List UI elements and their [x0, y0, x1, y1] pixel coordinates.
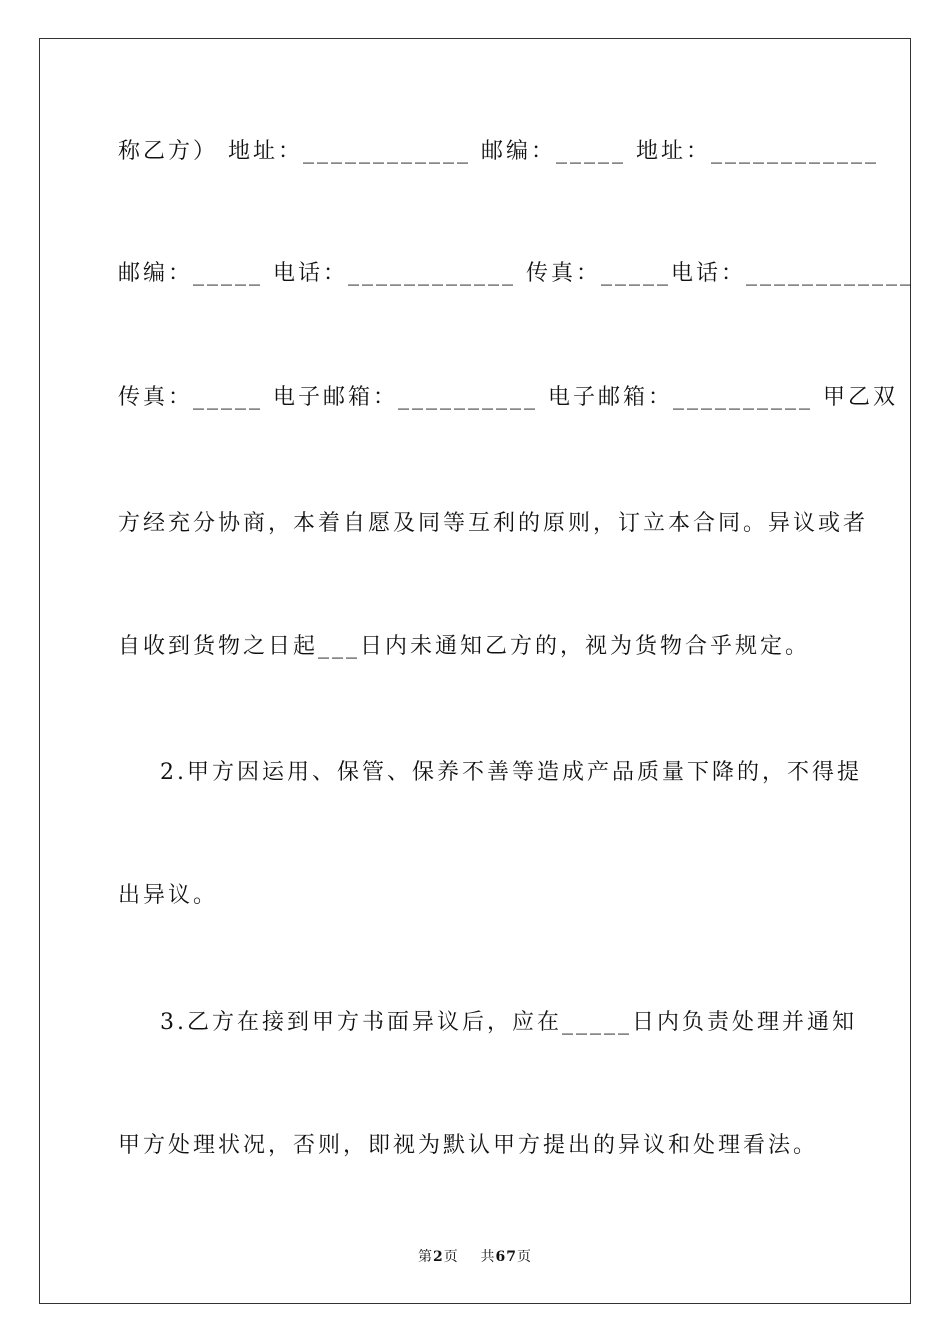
page-border: [39, 38, 914, 1304]
text-line-7: 出异议。: [118, 883, 219, 908]
text-line-6: 2.甲方因运用、保管、保养不善等造成产品质量下降的，不得提: [160, 760, 862, 785]
text-line-3: 传真：_____ 电子邮箱：__________ 电子邮箱：__________ 甲乙双: [118, 385, 898, 410]
text-line-5: 自收到货物之日起___日内未通知乙方的，视为货物合乎规定。: [118, 634, 811, 659]
footer-page-suffix: 页: [443, 1249, 459, 1265]
footer-total-pages: 67: [495, 1249, 518, 1265]
footer-page-number: 2: [432, 1249, 444, 1265]
text-line-9: 甲方处理状况，否则，即视为默认甲方提出的异议和处理看法。: [118, 1133, 819, 1158]
footer-prefix: 第: [417, 1249, 433, 1265]
page-footer: [0, 1247, 950, 1267]
text-line-4: 方经充分协商，本着自愿及同等互利的原则，订立本合同。异议或者: [118, 511, 869, 536]
footer-total-prefix: 共: [480, 1249, 496, 1265]
text-line-8: 3.乙方在接到甲方书面异议后，应在_____日内负责处理并通知: [160, 1010, 857, 1035]
text-line-1: 称乙方） 地址：____________ 邮编：_____ 地址：____________: [118, 139, 879, 164]
text-line-2: 邮编：_____ 电话：____________ 传真：_____电话：____________: [118, 261, 914, 286]
footer-total-suffix: 页: [517, 1249, 533, 1265]
